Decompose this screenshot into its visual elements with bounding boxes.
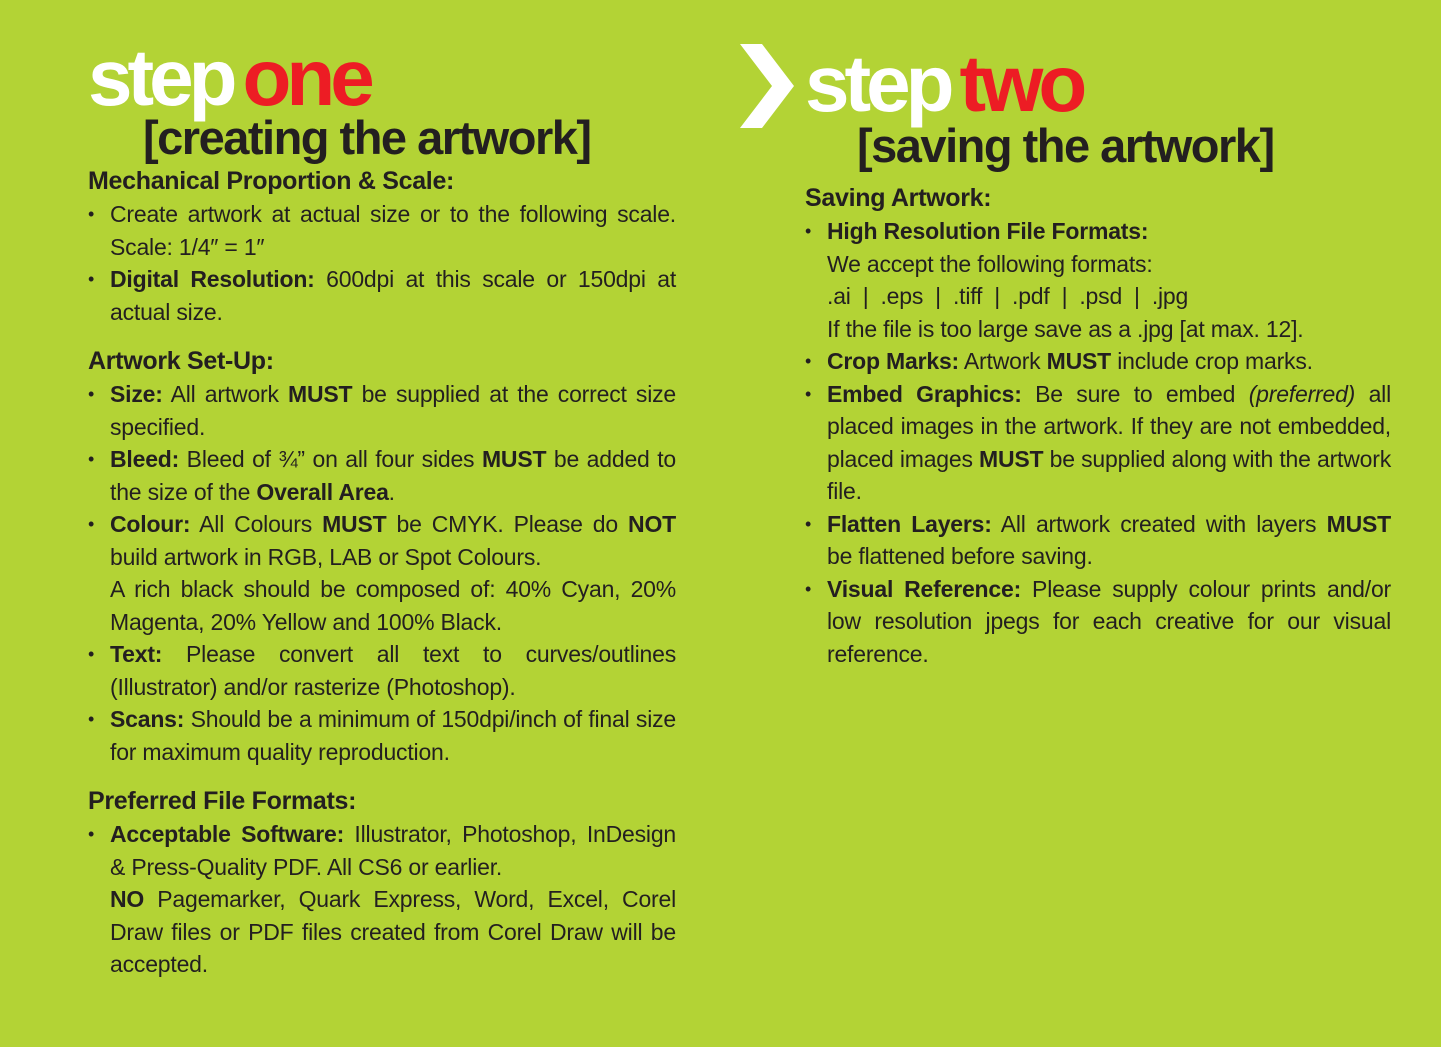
chevron-right-icon	[738, 44, 794, 128]
format-item: .ai	[827, 283, 851, 309]
item-label: Text:	[110, 641, 163, 667]
item-text: 600dpi at this scale or 150dpi at actual size.	[110, 266, 677, 325]
list-item-text	[88, 638, 676, 703]
format-separator: |	[1061, 283, 1068, 309]
item-text: Please convert all text to curves/outlines (Illustrator) and/or rasterize (Photoshop).	[110, 641, 676, 700]
setup-section	[88, 346, 676, 768]
item-text: Artwork	[959, 348, 1047, 374]
item-label: Visual Reference:	[827, 575, 1022, 602]
item-text: include crop marks.	[1111, 348, 1313, 374]
item-label: Size:	[110, 381, 163, 407]
item-text: be added to the size of the	[110, 446, 676, 505]
emphasis: MUST	[481, 446, 547, 472]
format-separator: |	[994, 283, 1000, 309]
list-item-embed	[805, 378, 1391, 508]
step-two-subtitle: [saving the artwork]	[857, 119, 1274, 172]
format-item: .pdf	[1012, 283, 1050, 309]
item-text: All Colours	[190, 511, 323, 537]
format-list	[827, 280, 1391, 313]
list-item-bleed	[88, 443, 676, 508]
list-item-scale	[88, 198, 676, 263]
exclusion-note	[110, 883, 676, 981]
emphasis: MUST	[1326, 510, 1392, 537]
format-item: .psd	[1079, 283, 1123, 309]
item-text: be CMYK. Please do	[386, 511, 629, 537]
item-label: Crop Marks:	[827, 348, 959, 374]
step-one-heading	[88, 33, 370, 122]
section-heading: Artwork Set-Up:	[88, 347, 274, 375]
step-two-heading	[805, 39, 1083, 128]
item-text: Create artwork at actual size or to the following scale. Scale: 1/4″ = 1″	[110, 201, 676, 260]
step-two-column	[805, 38, 1391, 688]
step-word: step	[805, 39, 950, 128]
step-two-title	[805, 38, 1391, 172]
item-text: All artwork created with layers	[991, 510, 1327, 537]
item-text: be supplied at the correct size specified.	[110, 381, 676, 440]
item-label: Digital Resolution:	[110, 266, 315, 292]
bullet-list	[88, 198, 676, 328]
bullet-list	[88, 818, 676, 981]
item-text: We accept the following formats:	[827, 250, 1153, 277]
emphasis: MUST	[322, 511, 387, 537]
item-label: Embed Graphics:	[827, 380, 1022, 407]
section-heading: Saving Artwork:	[805, 184, 992, 212]
bullet-list	[88, 378, 676, 768]
mechanical-section	[88, 166, 676, 328]
step-one-column	[88, 33, 677, 999]
item-label: Flatten Layers:	[827, 510, 992, 537]
emphasis: MUST	[288, 381, 353, 407]
step-word: step	[88, 33, 233, 122]
list-item-hires	[805, 215, 1391, 345]
format-item: .jpg	[1151, 283, 1189, 309]
item-text: Be sure to embed	[1021, 380, 1249, 407]
item-text: Bleed of ¾” on all four sides	[179, 446, 482, 472]
emphasis: MUST	[979, 445, 1044, 472]
item-text: be supplied along with the artwork file.	[827, 445, 1391, 504]
list-item-software	[88, 818, 676, 981]
formats-section	[88, 786, 676, 981]
list-item-visual	[805, 573, 1391, 671]
item-text: Please supply colour prints and/or low resolution jpegs for each creative for our visual reference.	[827, 575, 1391, 667]
list-item-size	[88, 378, 676, 443]
item-text: All artwork	[162, 381, 288, 407]
emphasis: MUST	[1046, 348, 1112, 374]
step-one-subtitle: [creating the artwork]	[143, 111, 591, 164]
list-item-flatten	[805, 508, 1391, 573]
item-label: Bleed:	[110, 446, 180, 472]
item-text: build artwork in RGB, LAB or Spot Colours.	[110, 543, 542, 570]
item-text: .	[388, 478, 395, 505]
item-label: Colour:	[110, 511, 191, 537]
item-text: If the file is too large save as a .jpg [at max. 12].	[827, 315, 1304, 342]
emphasis: Overall Area	[256, 478, 389, 505]
emphasis: NOT	[628, 511, 676, 537]
format-separator: |	[935, 283, 941, 309]
item-text: all placed images in the artwork. If they are not embedded, placed images	[827, 380, 1391, 472]
list-item-colour	[88, 508, 676, 638]
item-text: Pagemarker, Quark Express, Word, Excel, Corel Draw files or PDF files created from Corel Draw will be accepted.	[110, 886, 676, 977]
list-item-resolution	[88, 263, 676, 328]
item-label: Scans:	[110, 706, 185, 732]
section-heading: Mechanical Proportion & Scale:	[88, 167, 455, 195]
saving-section	[805, 183, 1391, 670]
item-label: • High Resolution File Formats:	[827, 218, 1149, 244]
bullet-list	[805, 215, 1391, 670]
format-item: .eps	[880, 283, 924, 309]
step-number: two	[959, 39, 1083, 128]
section-heading: Preferred File Formats:	[88, 787, 357, 815]
rich-black-note: A rich black should be composed of: 40% Cyan, 20% Magenta, 20% Yellow and 100% Black.	[110, 576, 676, 635]
item-label: Acceptable Software:	[110, 821, 345, 847]
step-one-title	[88, 33, 676, 166]
format-separator: |	[862, 283, 869, 309]
step-number: one	[242, 33, 370, 122]
item-text: Illustrator, Photoshop, InDesign & Press-Quality PDF. All CS6 or earlier.	[110, 821, 677, 880]
item-text: be flattened before saving.	[827, 543, 1093, 569]
list-item-crop	[805, 345, 1391, 378]
italic-note: (preferred)	[1248, 380, 1356, 407]
format-item: .tiff	[952, 283, 983, 309]
format-separator: |	[1134, 283, 1140, 309]
item-text: Should be a minimum of 150dpi/inch of final size for maximum quality reproduction.	[110, 706, 676, 765]
list-item-scans	[88, 703, 676, 768]
emphasis: NO	[110, 886, 145, 912]
